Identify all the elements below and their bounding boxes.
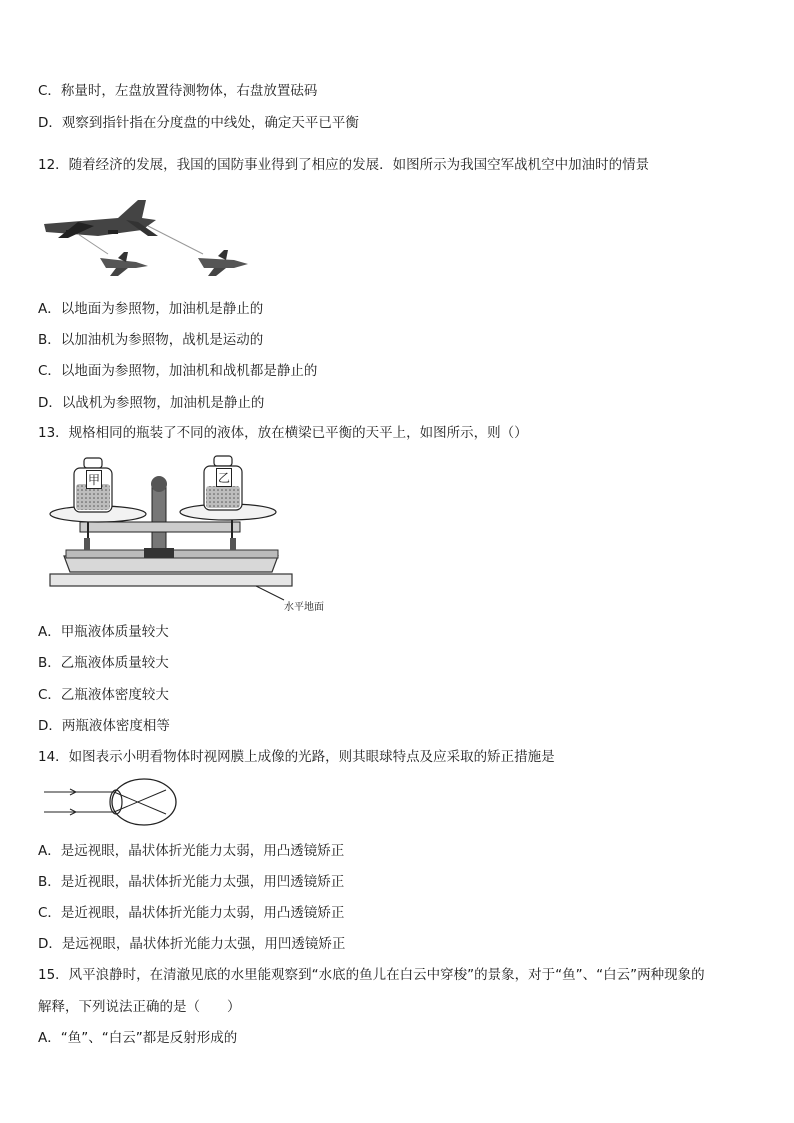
q12-option-d: D．以战机为参照物，加油机是静止的 [38,395,265,411]
q13-option-b: B．乙瓶液体质量较大 [38,655,169,671]
ground-label: 水平地面 [284,602,324,613]
q13-option-a: A．甲瓶液体质量较大 [38,624,169,640]
q14-option-d: D．是远视眼，晶状体折光能力太强，用凹透镜矫正 [38,936,346,952]
tanker-plane-icon [44,200,158,238]
q14-stem: 14．如图表示小明看物体时视网膜上成像的光路，则其眼球特点及应采取的矫正措施是 [38,749,555,765]
bottle-left-label: 甲 [86,470,102,489]
q11-option-d: D．观察到指针指在分度盘的中线处，确定天平已平衡 [38,115,359,131]
q12-option-a: A．以地面为参照物，加油机是静止的 [38,301,264,317]
eye-icon [110,779,176,825]
q12-option-b: B．以加油机为参照物，战机是运动的 [38,332,264,348]
bottle-right-label: 乙 [216,468,232,487]
balance-figure [44,452,344,614]
q12-option-c: C．以地面为参照物，加油机和战机都是静止的 [38,363,318,379]
q13-option-c: C．乙瓶液体密度较大 [38,687,169,703]
aerial-refueling-figure [38,196,258,282]
q14-option-b: B．是近视眼，晶状体折光能力太强，用凹透镜矫正 [38,874,345,890]
q15-stem-line1: 15．风平浪静时，在清澈见底的水里能观察到“水底的鱼儿在白云中穿梭”的景象，对于“鱼”、“白云”两种现象的 [38,967,705,983]
q11-option-c: C．称量时，左盘放置待测物体，右盘放置砝码 [38,83,318,99]
q14-option-a: A．是远视眼，晶状体折光能力太弱，用凸透镜矫正 [38,843,345,859]
fighter-jet-left-icon [100,252,148,276]
q14-option-c: C．是近视眼，晶状体折光能力太弱，用凸透镜矫正 [38,905,345,921]
q13-stem: 13．规格相同的瓶装了不同的液体，放在横梁已平衡的天平上，如图所示，则（） [38,425,528,441]
q15-option-a: A．“鱼”、“白云”都是反射形成的 [38,1030,238,1046]
fighter-jet-right-icon [198,250,248,276]
q13-option-d: D．两瓶液体密度相等 [38,718,170,734]
q12-stem: 12．随着经济的发展，我国的国防事业得到了相应的发展．如图所示为我国空军战机空中加油时的情景 [38,157,650,173]
eye-lightpath-figure [44,776,180,828]
q15-stem-line2: 解释，下列说法正确的是（ ） [38,999,241,1015]
